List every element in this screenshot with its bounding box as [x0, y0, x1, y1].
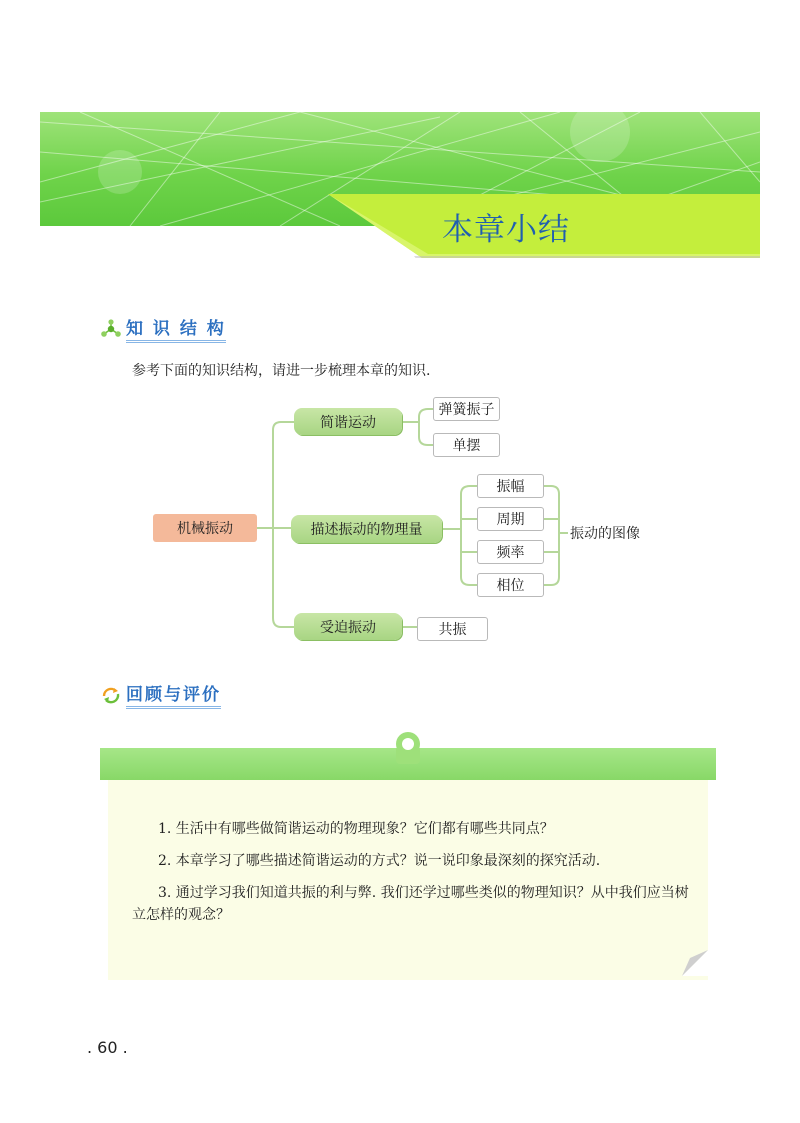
cycle-arrows-icon [100, 685, 122, 705]
branch-forced-vibration: 受迫振动 [294, 613, 402, 640]
binder-clip-icon [390, 728, 426, 768]
leaf-phase: 相位 [477, 573, 544, 597]
leaf-period: 周期 [477, 507, 544, 531]
page-number: . 60 . [87, 1038, 128, 1057]
question-3: 3. 通过学习我们知道共振的利与弊. 我们还学过哪些类似的物理知识？从中我们应当树立怎样的观念？ [132, 885, 689, 923]
card-paper [108, 778, 708, 980]
branch-vibration-quantities: 描述振动的物理量 [291, 515, 442, 543]
question-1: 1. 生活中有哪些做简谐运动的物理现象？它们都有哪些共同点？ [158, 821, 554, 837]
question-2: 2. 本章学习了哪些描述简谐运动的方式？说一说印象最深刻的探究活动. [158, 853, 601, 869]
section-title: 知 识 结 构 [126, 314, 226, 343]
leaf-amplitude: 振幅 [477, 474, 544, 498]
vibration-graph-label: 振动的图像 [570, 526, 640, 542]
mind-map-root: 机械振动 [153, 514, 257, 542]
leaf-pendulum: 单摆 [433, 433, 500, 457]
section-review-evaluation [100, 680, 221, 709]
intro-text: 参考下面的知识结构，请进一步梳理本章的知识. [132, 363, 431, 379]
page-curl-icon [680, 948, 712, 980]
leaf-frequency: 频率 [477, 540, 544, 564]
branch-simple-harmonic: 简谐运动 [294, 408, 402, 435]
leaf-spring-oscillator: 弹簧振子 [433, 397, 500, 421]
leaf-resonance: 共振 [417, 617, 488, 641]
chapter-title: 本章小结 [442, 212, 570, 248]
section-title: 回顾与评价 [126, 680, 221, 709]
